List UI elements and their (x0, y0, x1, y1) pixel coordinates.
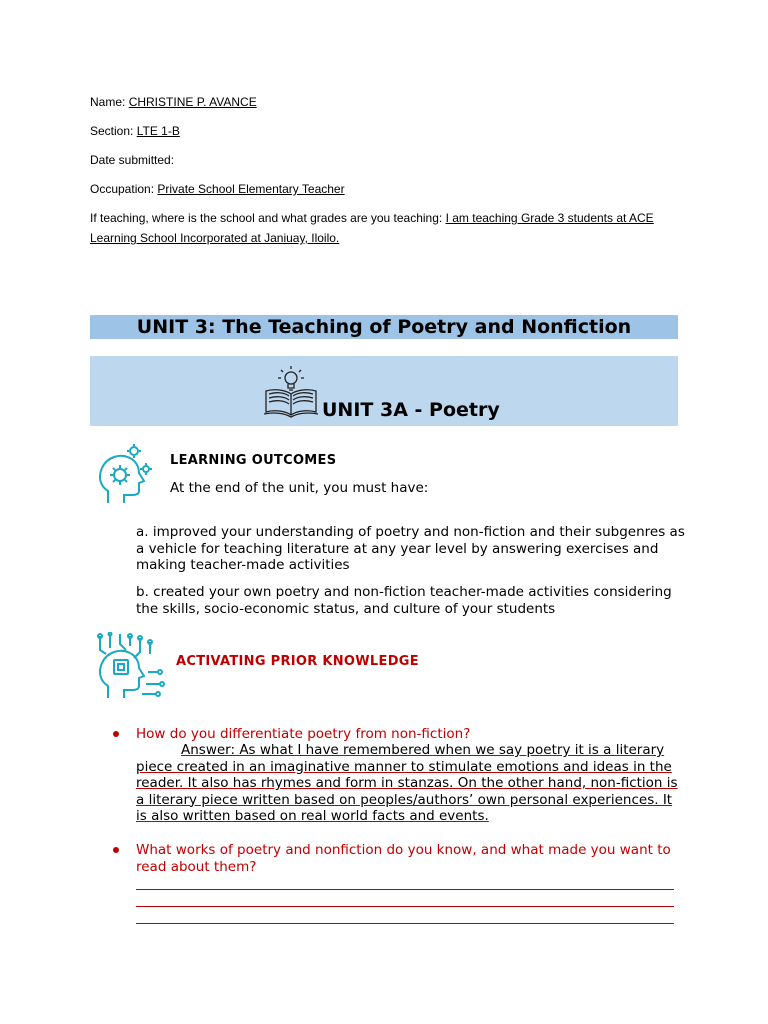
question-2: What works of poetry and nonfiction do you know, and what made you want to read about them? (136, 842, 671, 875)
teaching-label: If teaching, where is the school and what grades are you teaching: (90, 211, 446, 225)
unit-title-banner (90, 315, 678, 339)
book-lightbulb-icon (262, 360, 320, 424)
learning-outcomes-heading: LEARNING OUTCOMES (170, 453, 337, 468)
head-circuit-icon (96, 632, 168, 706)
date-label: Date submitted: (90, 153, 175, 167)
unit-title: UNIT 3: The Teaching of Poetry and Nonfiction (136, 316, 632, 338)
teaching-field (90, 208, 690, 248)
date-field (90, 150, 174, 170)
activating-prior-knowledge-heading: ACTIVATING PRIOR KNOWLEDGE (176, 654, 419, 669)
name-label: Name: (90, 95, 129, 109)
occupation-label: Occupation: (90, 182, 158, 196)
bullet-icon (113, 847, 119, 853)
section-label: Section: (90, 124, 137, 138)
occupation-field (90, 179, 345, 199)
head-gears-icon (94, 441, 156, 511)
subunit-banner (90, 356, 678, 426)
name-value: CHRISTINE P. AVANCE (128, 95, 257, 109)
answer-line[interactable] (136, 889, 674, 890)
section-field (90, 121, 180, 141)
question-1: How do you differentiate poetry from non-fiction? (136, 726, 471, 742)
teaching-value: I am teaching Grade 3 students at ACE Learning School Incorporated at Janiuay, Iloilo. (90, 211, 654, 245)
learning-outcomes-intro: At the end of the unit, you must have: (170, 480, 429, 496)
answer-1 (136, 742, 681, 825)
answer-line[interactable] (136, 906, 674, 907)
name-field (90, 92, 257, 112)
answer-line[interactable] (136, 923, 674, 924)
learning-outcome-item: a. improved your understanding of poetry and non-fiction and their subgenres as a vehicle for teaching literature at any year level by answering exercises and making teacher-made activities (136, 524, 685, 573)
learning-outcome-item: b. created your own poetry and non-fiction teacher-made activities considering the skills, socio-economic status, and culture of your students (136, 584, 672, 617)
section-value: LTE 1-B (136, 124, 180, 138)
answer-1-text: Answer: As what I have remembered when we say poetry it is a literary piece created in an imaginative manner to stimulate emotions and ideas in the reader. It also has rhymes and form in stanzas. On the other hand, non-fiction is a literary piece written based on peoples/authors’ own personal experiences. It is also written based on real world facts and events. (136, 742, 678, 824)
occupation-value: Private School Elementary Teacher (157, 182, 345, 196)
subunit-title: UNIT 3A - Poetry (322, 399, 500, 421)
bullet-icon (113, 731, 119, 737)
